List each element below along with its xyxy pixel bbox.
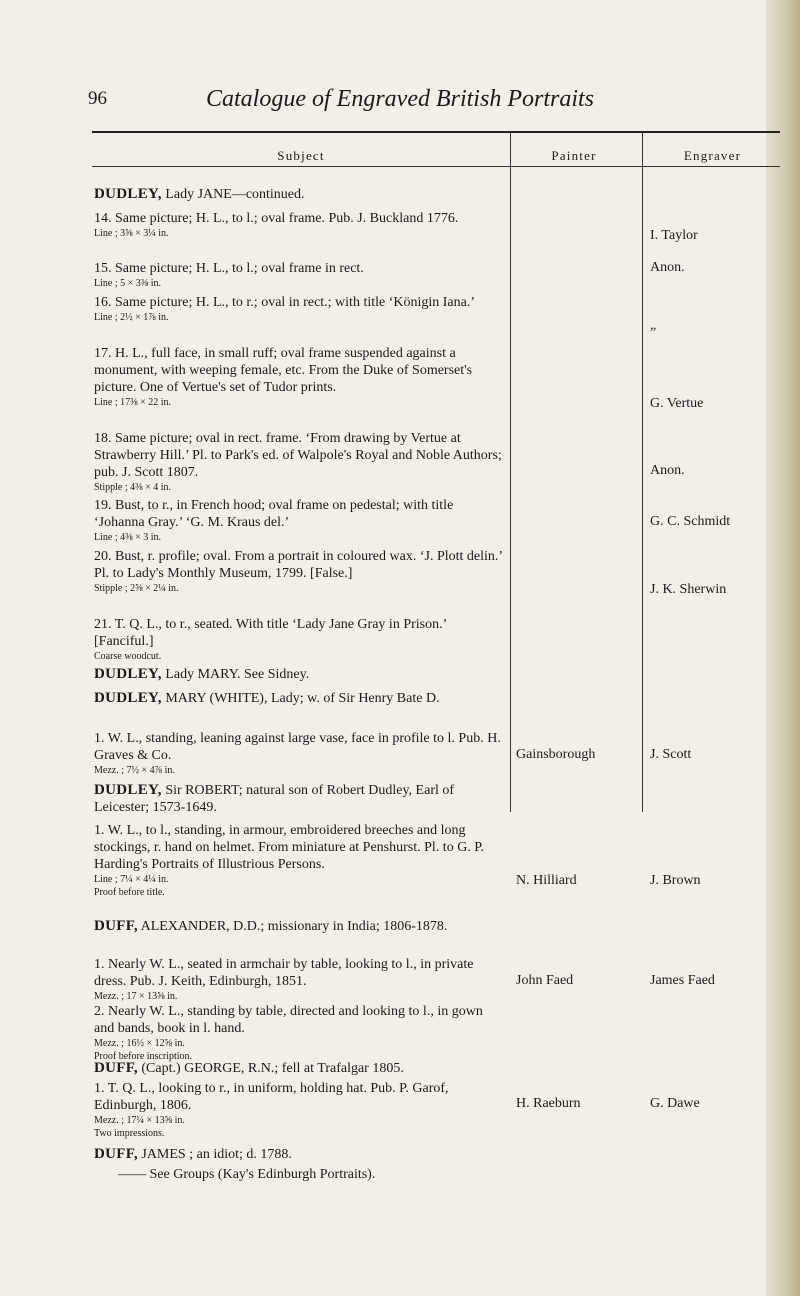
catalogue-entry: —— See Groups (Kay's Edinburgh Portraits).	[118, 1167, 376, 1182]
catalogue-entry: 17. H. L., full face, in small ruff; oval frame suspended against a monument, with weeping female, etc. From the Duke of Somerset's picture. One of Vertue's set of Tudor prints. Line ; 17⅜ × 22 in.	[94, 346, 473, 408]
engraver-name: J. Scott	[650, 747, 692, 762]
catalogue-entry: 19. Bust, to r., in French hood; oval frame on pedestal; with title ‘Johanna Gray.’ ‘G. M. Kraus del.’ Line ; 4⅜ × 3 in.	[94, 498, 454, 543]
running-title: Catalogue of Engraved British Portraits	[206, 86, 594, 112]
column-divider	[510, 132, 511, 812]
catalogue-entry: 20. Bust, r. profile; oval. From a portrait in coloured wax. ‘J. Plott delin.’ Pl. to Lady's Monthly Museum, 1799. [False.] Stipple ; 2⅝ × 2¼ in.	[94, 549, 503, 594]
painter-name: Gainsborough	[516, 747, 596, 762]
catalogue-entry: 18. Same picture; oval in rect. frame. ‘From drawing by Vertue at Strawberry Hill.’ Pl. to Park's ed. of Walpole's Royal and Noble Authors; pub. J. Scott 1807. Stipple ; 4⅜ × 4 in.	[94, 431, 502, 493]
catalogue-entry: 14. Same picture; H. L., to l.; oval frame. Pub. J. Buckland 1776. Line ; 3⅝ × 3¼ in.	[94, 211, 459, 239]
header-subject: Subject	[277, 148, 325, 163]
page-number: 96	[88, 88, 107, 109]
engraver-name: James Faed	[650, 973, 715, 988]
engraver-name: G. Vertue	[650, 396, 704, 411]
entry-heading: DUFF, ALEXANDER, D.D.; missionary in India; 1806-1878.	[94, 918, 448, 934]
entry-heading: DUFF, (Capt.) GEORGE, R.N.; fell at Trafalgar 1805.	[94, 1060, 404, 1076]
catalogue-entry: 16. Same picture; H. L., to r.; oval in rect.; with title ‘Königin Iana.’ Line ; 2½ × 1⅞ in.	[94, 295, 476, 323]
entry-heading: DUFF, JAMES ; an idiot; d. 1788.	[94, 1146, 292, 1162]
catalogue-entry: 21. T. Q. L., to r., seated. With title ‘Lady Jane Gray in Prison.’ [Fanciful.] Coarse woodcut.	[94, 617, 447, 662]
catalogue-entry: 1. W. L., to l., standing, in armour, embroidered breeches and long stockings, r. hand on helmet. From miniature at Penshurst. Pl. to G. P. Harding's Portraits of Illustrious Persons. Line ; 7¼ × 4¼ in. Proof before title.	[94, 823, 485, 898]
entry-heading: DUDLEY, Sir ROBERT; natural son of Robert Dudley, Earl of Leicester; 1573-1649.	[94, 782, 455, 815]
engraver-name: J. Brown	[650, 873, 701, 888]
engraver-name: Anon.	[650, 260, 685, 275]
engraver-name: G. Dawe	[650, 1096, 700, 1111]
engraver-name: G. C. Schmidt	[650, 514, 731, 529]
header-rule	[92, 166, 780, 167]
entry-heading: DUDLEY, MARY (WHITE), Lady; w. of Sir Henry Bate D.	[94, 690, 440, 706]
painter-name: N. Hilliard	[516, 873, 577, 888]
top-rule	[92, 131, 780, 133]
engraver-name: J. K. Sherwin	[650, 582, 727, 597]
column-divider	[642, 132, 643, 812]
entry-heading: DUDLEY, Lady JANE—continued.	[94, 186, 305, 202]
header-engraver: Engraver	[683, 148, 742, 163]
entry-heading: DUDLEY, Lady MARY. See Sidney.	[94, 666, 310, 682]
painter-name: John Faed	[516, 973, 574, 988]
catalogue-entry: 15. Same picture; H. L., to l.; oval frame in rect. Line ; 5 × 3⅜ in.	[94, 261, 364, 289]
engraver-name: Anon.	[650, 463, 685, 478]
catalogue-entry: 2. Nearly W. L., standing by table, directed and looking to l., in gown and bands, book in l. hand. Mezz. ; 16½ × 12⅝ in. Proof before inscription.	[94, 1004, 483, 1062]
header-painter: Painter	[551, 148, 597, 163]
catalogue-entry: 1. Nearly W. L., seated in armchair by table, looking to l., in private dress. Pub. J. Keith, Edinburgh, 1851. Mezz. ; 17 × 13⅝ in.	[94, 957, 474, 1002]
catalogue-entry: 1. T. Q. L., looking to r., in uniform, holding hat. Pub. P. Garof, Edinburgh, 1806. Mezz. ; 17¼ × 13⅝ in. Two impressions.	[94, 1081, 449, 1139]
painter-name: H. Raeburn	[516, 1096, 581, 1111]
engraver-name: I. Taylor	[650, 228, 698, 243]
catalogue-entry: 1. W. L., standing, leaning against large vase, face in profile to l. Pub. H. Graves & Co. Mezz. ; 7½ × 4⅞ in.	[94, 731, 501, 776]
engraver-name: „	[650, 318, 657, 333]
